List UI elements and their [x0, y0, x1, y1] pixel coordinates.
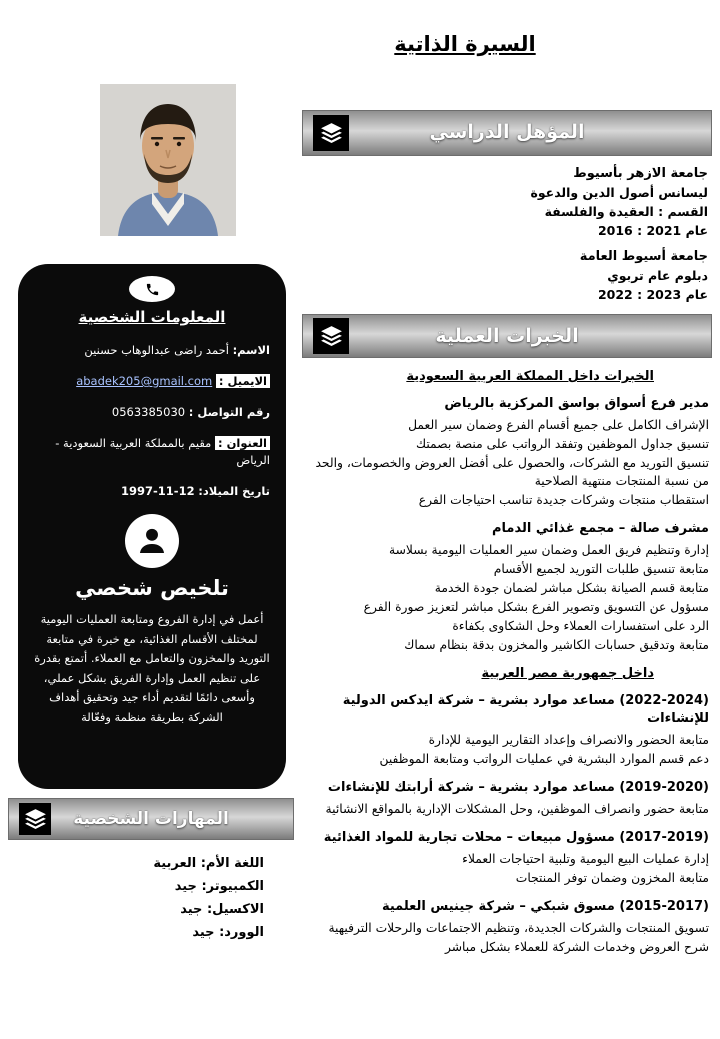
- name-value: أحمد راضى عبدالوهاب حسنين: [84, 343, 229, 357]
- phone-value: 0563385030: [111, 405, 186, 419]
- job-title: (2017-2019) مسؤول مبيعات – محلات تجارية للمواد الغذائية: [323, 830, 709, 845]
- email-link[interactable]: abadek205@gmail.com: [76, 374, 213, 388]
- page-title: السيرة الذاتية: [394, 32, 536, 56]
- job-title: (2022-2024) مساعد موارد بشرية – شركة ايدكس الدولية للإنشاءات: [342, 693, 709, 726]
- skill-item: [8, 856, 264, 871]
- phone-icon: [129, 276, 175, 302]
- experience-header-label: الخبرات العملية: [435, 325, 579, 347]
- job-bullet: متابعة تنسيق طلبات التوريد لجميع الأقسام: [493, 562, 709, 576]
- job-title: (2015-2017) مسوق شبكي – شركة جينيس العلمية: [381, 899, 709, 914]
- job-entry: [304, 898, 709, 956]
- job-entry: [304, 395, 709, 509]
- job-bullet: إدارة عمليات البيع اليومية وتلبية احتياجات العملاء: [462, 852, 709, 866]
- job-entry: [304, 779, 709, 818]
- portrait-illustration: [100, 84, 236, 236]
- education-line: دبلوم عام تربوي: [607, 268, 708, 283]
- skill-label: اللغة الأم:: [200, 856, 264, 871]
- job-entry: [304, 829, 709, 887]
- skills-section-header: [8, 798, 294, 840]
- layers-icon: [313, 318, 349, 354]
- experience-subsection-egypt: داخل جمهورية مصر العربية: [481, 666, 654, 681]
- education-section-header: [302, 110, 712, 156]
- job-bullet: شرح العروض وخدمات الشركة للعملاء بشكل مباشر: [444, 940, 709, 954]
- skills-header-label: المهارات الشخصية: [73, 809, 229, 829]
- field-email: [34, 373, 270, 390]
- education-header-label: المؤهل الدراسي: [429, 121, 585, 143]
- job-bullet: تنسيق جداول الموظفين وتفقد الرواتب على منصة بصمتك: [415, 437, 709, 451]
- education-entry: [306, 164, 708, 240]
- birthdate-label: تاريخ الميلاد:: [198, 484, 270, 498]
- birthdate-value: 12-11-1997: [120, 484, 195, 498]
- address-value: مقيم بالمملكة العربية السعودية - الرياض: [55, 436, 270, 467]
- skill-label: الاكسيل:: [206, 902, 264, 917]
- personal-info-title: المعلومات الشخصية: [78, 308, 226, 326]
- education-line: عام 2023 : 2022: [597, 287, 708, 302]
- education-line: عام 2021 : 2016: [597, 223, 708, 238]
- job-bullet: متابعة قسم الصيانة بشكل مباشر لضمان جودة الخدمة: [434, 581, 709, 595]
- profile-photo: [100, 84, 236, 236]
- job-bullet: استقطاب منتجات وشركات جديدة تناسب احتياجات الفرع: [418, 493, 709, 507]
- skill-value: جيد: [192, 925, 215, 940]
- summary-title: تلخيص شخصي: [75, 576, 229, 600]
- address-label: العنوان :: [215, 436, 270, 450]
- summary-text: أعمل في إدارة الفروع ومتابعة العمليات اليومية لمختلف الأقسام الغذائية، مع خبرة في متابعة التوريد والمخزون والتعامل مع العملاء. أتمتع بقدرة على تنظيم العمل وإدارة الفريق بشكل عملي، وأسعى دائمًا لتقديم أداء جيد وتحقيق أهداف الشركة بطريقة منظمة وفعّالة: [34, 612, 270, 724]
- job-bullet: تسويق المنتجات والشركات الجديدة، وتنظيم الاجتماعات والرحلات الترفيهية: [328, 921, 709, 935]
- skills-list: [8, 856, 294, 948]
- job-bullet: متابعة المخزون وضمان توفر المنتجات: [515, 871, 709, 885]
- job-title: (2019-2020) مساعد موارد بشرية – شركة أرابتك للإنشاءات: [327, 780, 709, 795]
- university-name: جامعة أسيوط العامة: [579, 249, 708, 264]
- name-label: الاسم:: [232, 343, 270, 357]
- field-birthdate: [34, 483, 270, 500]
- skill-value: جيد: [180, 902, 203, 917]
- education-line: القسم : العقيدة والفلسفة: [544, 204, 708, 219]
- job-title: مشرف صالة – مجمع غذائي الدمام: [491, 521, 709, 536]
- experience-section-header: [302, 314, 712, 358]
- skill-value: جيد: [174, 879, 197, 894]
- job-bullet: متابعة وتدقيق حسابات الكاشير والمخزون بدقة بنظام سماك: [404, 638, 709, 652]
- job-bullet: تنسيق التوريد مع الشركات، والحصول على أفضل العروض والخصومات، والحد من نسبة المنتجات منتهية الصلاحية: [315, 456, 709, 488]
- job-title: مدير فرع أسواق بواسق المركزية بالرياض: [444, 396, 709, 411]
- experience-content: [304, 366, 709, 967]
- layers-icon: [19, 803, 51, 835]
- job-bullet: متابعة الحضور والانصراف وإعداد التقارير اليومية للإدارة: [428, 733, 709, 747]
- university-name: جامعة الازهر بأسيوط: [573, 166, 708, 181]
- person-icon: [125, 514, 179, 568]
- email-label: الايميل :: [216, 374, 270, 388]
- experience-subsection-saudi: الخبرات داخل المملكة العربية السعودية: [406, 369, 654, 384]
- phone-label: رقم التواصل :: [188, 405, 270, 419]
- job-bullet: مسؤول عن التسويق وتصوير الفرع بشكل مباشر لتعزيز صورة الفرع: [363, 600, 709, 614]
- education-line: ليسانس أصول الدين والدعوة: [530, 185, 708, 200]
- skill-item: [8, 925, 264, 940]
- field-address: [34, 435, 270, 469]
- personal-info-card: [18, 264, 286, 789]
- field-phone: [34, 404, 270, 421]
- job-bullet: دعم قسم الموارد البشرية في عمليات الرواتب ومتابعة الموظفين: [379, 752, 709, 766]
- field-name: [34, 342, 270, 359]
- job-bullet: الإشراف الكامل على جميع أقسام الفرع وضمان سير العمل: [408, 418, 709, 432]
- skill-item: [8, 879, 264, 894]
- job-entry: [304, 692, 709, 768]
- job-bullet: إدارة وتنظيم فريق العمل وضمان سير العمليات اليومية بسلاسة: [389, 543, 709, 557]
- job-bullet: الرد على استفسارات العملاء وحل الشكاوى بكفاءة: [452, 619, 709, 633]
- skill-label: الكمبيوتر:: [201, 879, 264, 894]
- job-bullet: متابعة حضور وانصراف الموظفين، وحل المشكلات الإدارية بالمواقع الانشائية: [325, 802, 709, 816]
- layers-icon: [313, 115, 349, 151]
- skill-value: العربية: [153, 856, 197, 871]
- skill-label: الوورد:: [219, 925, 264, 940]
- job-entry: [304, 520, 709, 654]
- education-entry: [306, 247, 708, 304]
- skill-item: [8, 902, 264, 917]
- education-content: [306, 164, 708, 311]
